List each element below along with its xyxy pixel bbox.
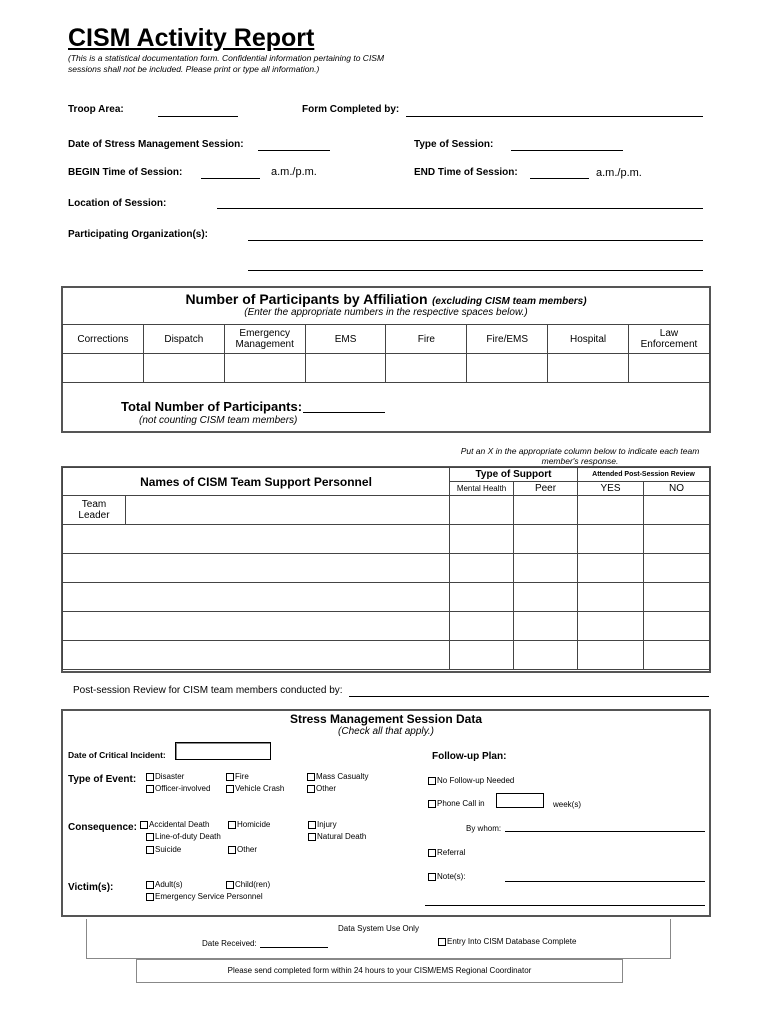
consequence-homicide-label: Homicide — [237, 820, 271, 829]
consequence-label: Consequence: — [68, 822, 137, 833]
page-title: CISM Activity Report — [68, 24, 315, 52]
checkbox[interactable] — [308, 821, 316, 829]
personnel-name-row[interactable] — [63, 525, 450, 554]
event-other-label: Other — [316, 784, 337, 793]
type-session-label: Type of Session: — [414, 139, 494, 150]
checkbox[interactable] — [146, 833, 154, 841]
consequence-injury[interactable] — [308, 820, 337, 829]
participants-heading-note: (excluding CISM team members) — [432, 296, 587, 307]
row-mental-health[interactable] — [450, 583, 514, 612]
consequence-other-label: Other — [237, 845, 258, 854]
row-yes[interactable] — [578, 525, 644, 554]
row-peer[interactable] — [514, 554, 578, 583]
type-session-field[interactable] — [511, 150, 623, 151]
checkbox[interactable] — [146, 881, 154, 889]
consequence-homicide[interactable] — [228, 820, 270, 829]
row-yes[interactable] — [578, 641, 644, 670]
checkbox[interactable] — [308, 833, 316, 841]
row-no[interactable] — [644, 612, 710, 641]
end-time-field[interactable] — [530, 178, 589, 179]
by-whom-field[interactable] — [505, 831, 705, 832]
begin-ampm: a.m./p.m. — [271, 166, 317, 178]
victim-adults[interactable] — [146, 880, 183, 889]
event-other[interactable] — [307, 784, 336, 793]
form-completed-by-field[interactable] — [406, 116, 703, 117]
row-no[interactable] — [644, 641, 710, 670]
victim-esp-label: Emergency Service Personnel — [155, 892, 263, 901]
count-hospital[interactable] — [548, 354, 629, 383]
stress-data-instruction: (Check all that apply.) — [338, 726, 434, 737]
weeks-label: week(s) — [553, 800, 582, 809]
event-fire-label: Fire — [235, 772, 249, 781]
team-leader-yes[interactable] — [578, 496, 644, 525]
event-vehicle-crash[interactable] — [226, 784, 284, 793]
count-emergency-management[interactable] — [224, 354, 305, 383]
date-received-field[interactable] — [260, 947, 328, 948]
date-session-field[interactable] — [258, 150, 330, 151]
database-entry-label: Entry Into CISM Database Complete — [447, 937, 577, 946]
row-peer[interactable] — [514, 612, 578, 641]
col-dispatch: Dispatch — [143, 325, 224, 354]
col-corrections: Corrections — [63, 325, 144, 354]
checkbox[interactable] — [428, 873, 436, 881]
troop-area-label: Troop Area: — [68, 104, 124, 115]
no-heading: NO — [644, 482, 710, 496]
personnel-heading: Names of CISM Team Support Personnel — [63, 468, 450, 496]
row-mental-health[interactable] — [450, 612, 514, 641]
consequence-other[interactable] — [228, 845, 257, 854]
personnel-instruction: Put an X in the appropriate column below to indicate each team member's response. — [460, 446, 700, 466]
checkbox[interactable] — [226, 773, 234, 781]
form-completed-by-label: Form Completed by: — [302, 104, 400, 115]
col-emergency-management — [224, 325, 305, 354]
footer-text: Please send completed form within 24 hours to your CISM/EMS Regional Coordinator — [227, 966, 532, 975]
checkbox[interactable] — [428, 849, 436, 857]
followup-phone[interactable] — [428, 799, 485, 808]
peer-heading: Peer — [514, 482, 578, 496]
participants-table — [62, 324, 710, 383]
col-law-enforcement-text: Law Enforcement — [640, 328, 698, 350]
checkbox[interactable] — [146, 846, 154, 854]
checkbox[interactable] — [307, 785, 315, 793]
data-system-heading: Data System Use Only — [338, 924, 419, 933]
checkbox[interactable] — [428, 800, 436, 808]
followup-label: Follow-up Plan: — [432, 751, 507, 762]
page-subtitle: (This is a statistical documentation form. Confidential information pertaining to CISM sessions shall not be included. Please print or type all information.) — [68, 53, 385, 74]
event-officer-involved-label: Officer-involved — [155, 784, 211, 793]
victim-esp[interactable] — [146, 892, 263, 901]
consequence-suicide-label: Suicide — [155, 845, 182, 854]
team-leader-text: Team Leader — [78, 499, 110, 521]
event-disaster-label: Disaster — [155, 772, 185, 781]
type-support-heading: Type of Support — [450, 468, 578, 482]
victim-adults-label: Adult(s) — [155, 880, 183, 889]
count-dispatch[interactable] — [143, 354, 224, 383]
row-mental-health[interactable] — [450, 525, 514, 554]
troop-area-field[interactable] — [158, 116, 238, 117]
followup-notes-label: Note(s): — [437, 872, 466, 881]
personnel-name-row[interactable] — [63, 583, 450, 612]
total-participants-label: Total Number of Participants: — [121, 399, 303, 414]
event-vehicle-crash-label: Vehicle Crash — [235, 784, 285, 793]
event-disaster[interactable] — [146, 772, 184, 781]
followup-referral-label: Referral — [437, 848, 466, 857]
end-time-label: END Time of Session: — [414, 167, 518, 178]
checkbox[interactable] — [226, 785, 234, 793]
consequence-natural-death[interactable] — [308, 832, 366, 841]
col-emergency-management-text: Emergency Management — [235, 328, 294, 350]
col-hospital: Hospital — [548, 325, 629, 354]
consequence-suicide[interactable] — [146, 845, 181, 854]
begin-time-field[interactable] — [201, 178, 260, 179]
followup-phone-label: Phone Call in — [437, 799, 485, 808]
row-mental-health[interactable] — [450, 641, 514, 670]
row-mental-health[interactable] — [450, 554, 514, 583]
event-fire[interactable] — [226, 772, 249, 781]
checkbox[interactable] — [428, 777, 436, 785]
followup-none[interactable] — [428, 776, 514, 785]
database-entry[interactable] — [438, 937, 576, 946]
personnel-table — [62, 467, 710, 670]
consequence-injury-label: Injury — [317, 820, 337, 829]
victims-label: Victim(s): — [68, 882, 114, 893]
participating-orgs-field-2[interactable] — [248, 270, 703, 271]
participants-instruction: (Enter the appropriate numbers in the respective spaces below.) — [244, 307, 528, 318]
count-law-enforcement[interactable] — [628, 354, 709, 383]
checkbox[interactable] — [146, 785, 154, 793]
personnel-name-row[interactable] — [63, 641, 450, 670]
personnel-name-row[interactable] — [63, 554, 450, 583]
post-review-field[interactable] — [349, 696, 709, 697]
count-ems[interactable] — [305, 354, 386, 383]
yes-heading: YES — [578, 482, 644, 496]
location-field[interactable] — [217, 208, 703, 209]
row-peer[interactable] — [514, 525, 578, 554]
row-peer[interactable] — [514, 641, 578, 670]
row-yes[interactable] — [578, 554, 644, 583]
participating-orgs-label: Participating Organization(s): — [68, 229, 209, 240]
post-review-label: Post-session Review for CISM team members conducted by: — [73, 685, 343, 696]
team-leader-mental-health[interactable] — [450, 496, 514, 525]
row-no[interactable] — [644, 583, 710, 612]
checkbox[interactable] — [307, 773, 315, 781]
consequence-line-of-duty-label: Line-of-duty Death — [155, 832, 221, 841]
team-leader-label — [63, 496, 126, 525]
row-no[interactable] — [644, 525, 710, 554]
row-yes[interactable] — [578, 612, 644, 641]
checkbox[interactable] — [226, 881, 234, 889]
followup-none-label: No Follow-up Needed — [437, 776, 515, 785]
checkbox[interactable] — [228, 846, 236, 854]
notes-field-2[interactable] — [425, 905, 705, 906]
phone-weeks-field[interactable] — [496, 793, 544, 808]
event-mass-casualty[interactable] — [307, 772, 368, 781]
by-whom-label: By whom: — [466, 824, 502, 833]
count-fire[interactable] — [386, 354, 467, 383]
notes-field-1[interactable] — [505, 881, 705, 882]
attended-heading: Attended Post-Session Review — [578, 468, 710, 482]
date-incident-field[interactable] — [175, 742, 271, 760]
col-ems: EMS — [305, 325, 386, 354]
victim-children-label: Child(ren) — [235, 880, 271, 889]
row-yes[interactable] — [578, 583, 644, 612]
date-session-label: Date of Stress Management Session: — [68, 139, 244, 150]
col-fire: Fire — [386, 325, 467, 354]
row-peer[interactable] — [514, 583, 578, 612]
checkbox[interactable] — [228, 821, 236, 829]
col-fire-ems: Fire/EMS — [467, 325, 548, 354]
followup-notes[interactable] — [428, 872, 465, 881]
event-mass-casualty-label: Mass Casualty — [316, 772, 369, 781]
consequence-natural-death-label: Natural Death — [317, 832, 367, 841]
begin-time-label: BEGIN Time of Session: — [68, 167, 183, 178]
total-participants-field[interactable] — [303, 412, 385, 413]
date-received-label: Date Received: — [202, 939, 257, 948]
participating-orgs-field-1[interactable] — [248, 240, 703, 241]
checkbox[interactable] — [146, 893, 154, 901]
end-ampm: a.m./p.m. — [596, 167, 642, 179]
consequence-accidental-death-label: Accidental Death — [149, 820, 210, 829]
victim-children[interactable] — [226, 880, 270, 889]
team-leader-peer[interactable] — [514, 496, 578, 525]
participants-heading-text: Number of Participants by Affiliation — [185, 291, 428, 307]
stress-data-heading: Stress Management Session Data — [289, 712, 483, 726]
date-incident-label: Date of Critical Incident: — [68, 750, 166, 760]
checkbox[interactable] — [140, 821, 148, 829]
personnel-name-row[interactable] — [63, 612, 450, 641]
event-officer-involved[interactable] — [146, 784, 210, 793]
mental-health-heading: Mental Health — [450, 482, 514, 496]
count-corrections[interactable] — [63, 354, 144, 383]
count-fire-ems[interactable] — [467, 354, 548, 383]
team-leader-name[interactable] — [126, 496, 450, 525]
row-no[interactable] — [644, 554, 710, 583]
checkbox[interactable] — [146, 773, 154, 781]
checkbox[interactable] — [438, 938, 446, 946]
location-label: Location of Session: — [68, 198, 167, 209]
type-event-label: Type of Event: — [68, 774, 137, 785]
total-participants-note: (not counting CISM team members) — [139, 415, 298, 426]
consequence-accidental-death[interactable] — [140, 820, 209, 829]
followup-referral[interactable] — [428, 848, 465, 857]
team-leader-no[interactable] — [644, 496, 710, 525]
consequence-line-of-duty[interactable] — [146, 832, 221, 841]
col-law-enforcement — [628, 325, 709, 354]
